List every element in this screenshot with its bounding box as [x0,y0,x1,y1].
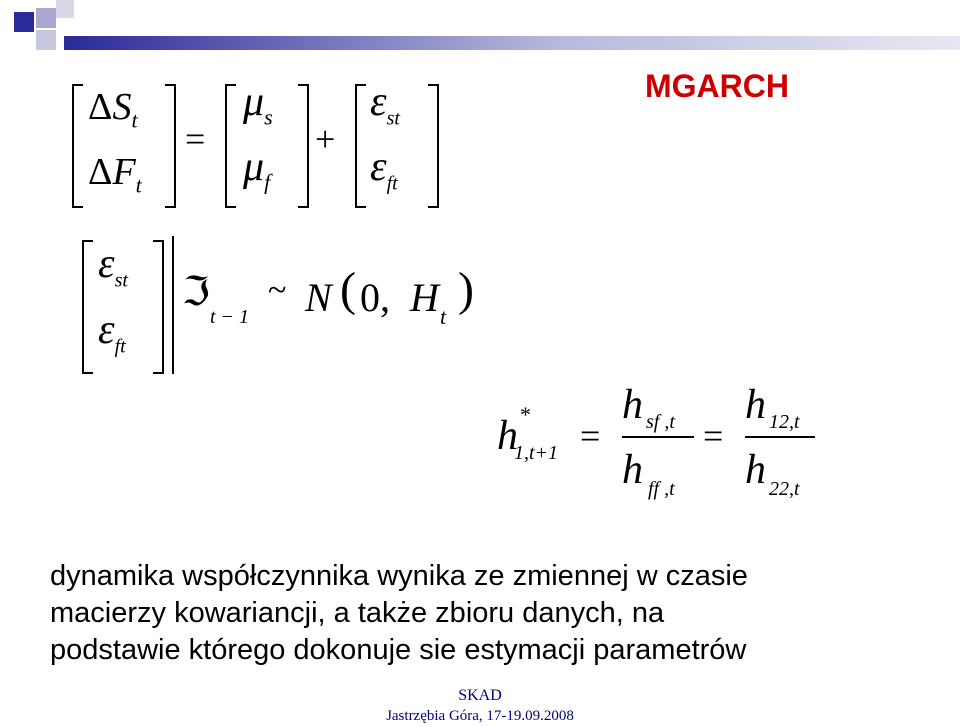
denominator-subscript: ff ,t [648,478,675,500]
star-superscript: * [520,402,531,427]
lhs-row-1: $\Delta S_t$ [88,86,138,133]
eps-row-2: $\varepsilon_{ft}$ [98,307,126,358]
body-text [50,558,910,669]
equals-sign: = [580,416,601,456]
bracket-right [165,84,176,208]
bracket-left [355,84,366,208]
body-line: macierzy kowariancji, a także zbioru danych, na [50,597,665,629]
header-gradient-bar [64,36,960,50]
denominator-h: h [745,447,766,493]
numerator-h: h [745,382,766,428]
decor-square [36,8,56,28]
information-set-subscript: t − 1 [210,306,250,328]
mu-row-1: $\mu_s$ [243,79,273,130]
eps-row-2: $\varepsilon_{ft}$ [370,144,398,195]
eps-row-1: $\varepsilon_{st}$ [370,79,400,130]
tilde: ~ [268,272,287,309]
decor-square [56,0,74,18]
equals-sign: = [703,416,724,456]
decor-square [14,12,34,32]
bracket-right [298,84,309,208]
decor-square [36,30,56,50]
denominator-subscript: 22,t [769,478,800,500]
slide-title: MGARCH [645,68,789,104]
body-line: podstawie którego dokonuje sie estymacji parametrów [50,634,747,666]
numerator-subscript: 12,t [769,411,800,433]
eps-row-1: $\varepsilon_{st}$ [98,241,128,292]
fraction-bar [622,436,694,438]
header-decoration [0,0,960,56]
left-paren: ( [340,263,356,316]
covariance-H: H [410,275,439,320]
bracket-left [72,84,83,208]
footer [0,686,960,726]
bracket-right [428,84,439,208]
covariance-H-subscript: t [440,304,447,329]
equals-sign: = [185,119,206,159]
normal-dist-symbol: N [305,275,332,320]
dist-args: 0, [360,275,400,320]
plus-sign: + [315,119,336,159]
footer-location-date: Jastrzębia Góra, 17-19.09.2008 [386,708,574,724]
footer-conference: SKAD [458,687,502,704]
bracket-left [225,84,236,208]
h-star-subscript: 1,t+1 [514,442,559,464]
bracket-left [82,240,93,374]
fraction-bar [745,436,815,438]
numerator-subscript: sf ,t [646,411,675,433]
body-line: dynamika współczynnika wynika ze zmiennej w czasie [50,560,748,592]
conditional-bar [172,236,174,374]
bracket-right [153,240,164,374]
denominator-h: h [622,447,643,493]
right-paren: ) [458,263,474,316]
mu-row-2: $\mu_f$ [243,144,271,195]
information-set: ℑ [182,269,210,314]
lhs-row-2: $\Delta F_t$ [88,151,142,198]
numerator-h: h [622,382,643,428]
h-star: h [497,413,518,459]
